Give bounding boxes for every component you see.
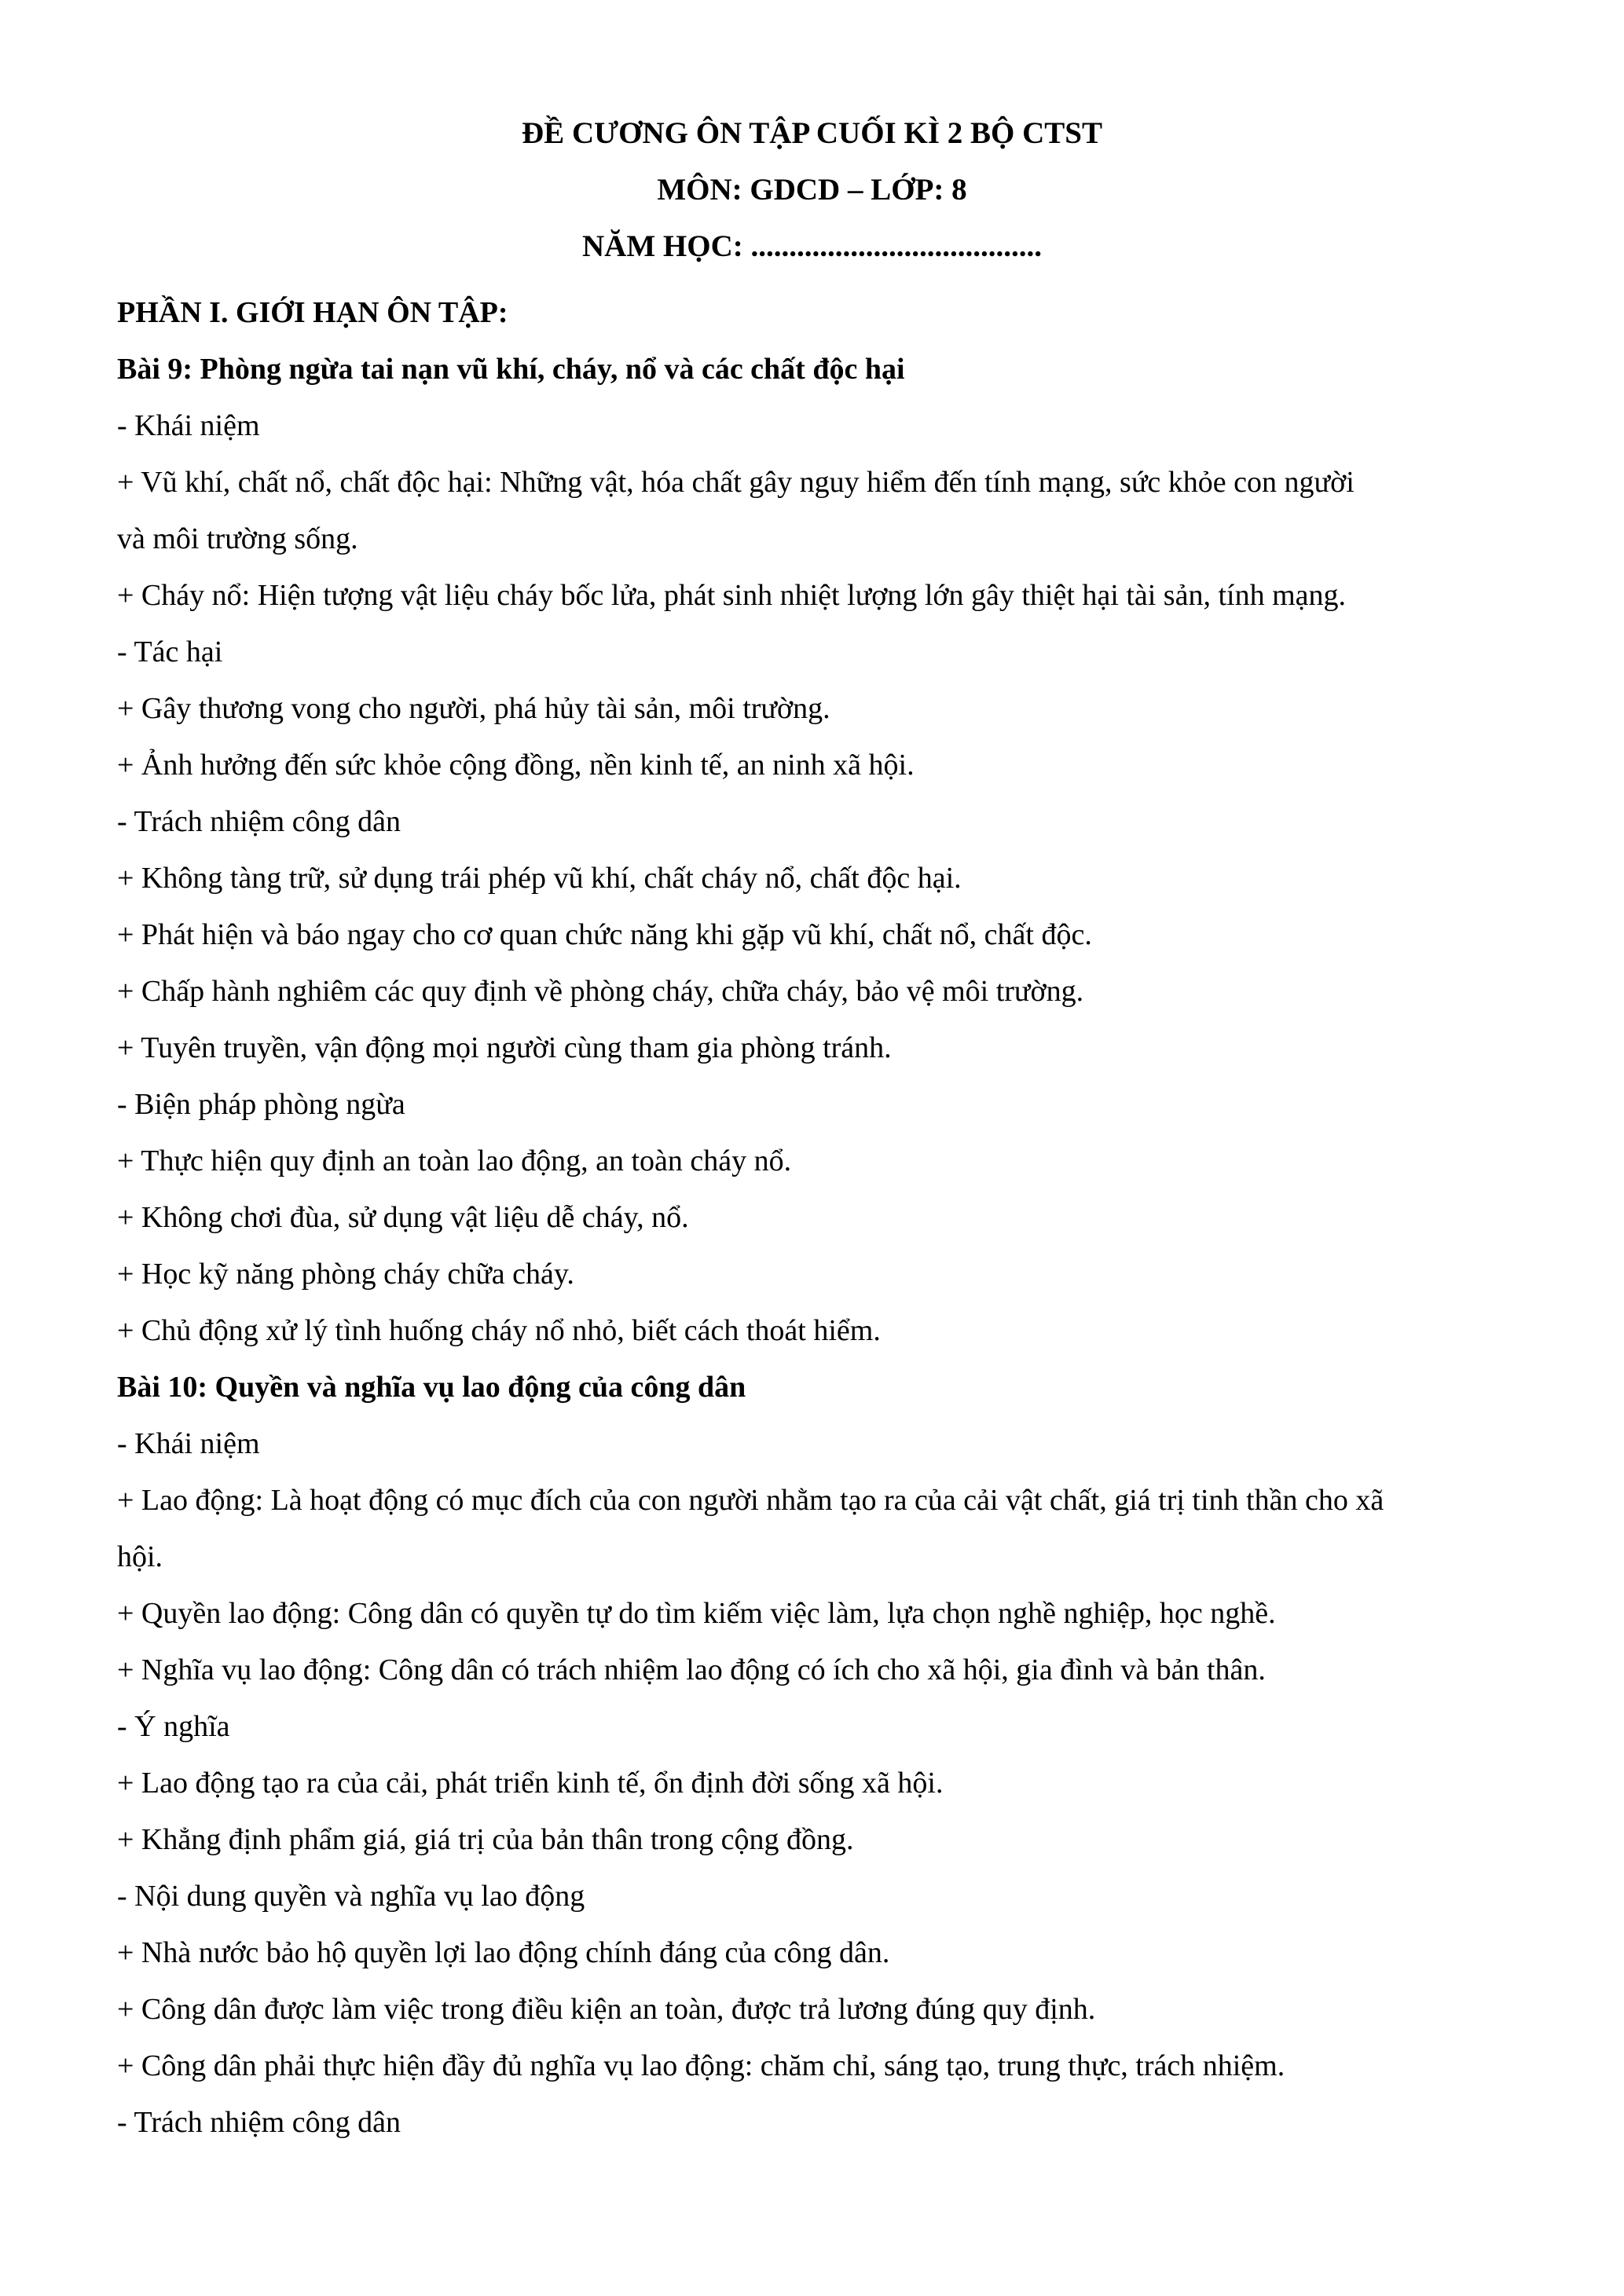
subject-line: MÔN: GDCD – LỚP: 8 — [657, 173, 967, 207]
lesson-10-line: hội. — [117, 1540, 163, 1573]
lesson-10-line: - Khái niệm — [117, 1427, 260, 1460]
lesson-9-line: và môi trường sống. — [117, 522, 358, 555]
lesson-9-heading: Bài 9: Phòng ngừa tai nạn vũ khí, cháy, nổ và các chất độc hại — [117, 353, 905, 386]
lesson-10-line: - Trách nhiệm công dân — [117, 2106, 401, 2139]
lesson-9-line: + Tuyên truyền, vận động mọi người cùng tham gia phòng tránh. — [117, 1031, 892, 1064]
lesson-9-line: + Phát hiện và báo ngay cho cơ quan chức năng khi gặp vũ khí, chất nổ, chất độc. — [117, 918, 1092, 951]
lesson-9-line: + Ảnh hưởng đến sức khỏe cộng đồng, nền kinh tế, an ninh xã hội. — [117, 749, 915, 782]
lesson-9-line: + Không chơi đùa, sử dụng vật liệu dễ cháy, nổ. — [117, 1201, 689, 1234]
lesson-9-line: - Trách nhiệm công dân — [117, 805, 401, 838]
school-year-line: NĂM HỌC: ...................................... — [582, 229, 1042, 263]
lesson-10-line: + Lao động tạo ra của cải, phát triển kinh tế, ổn định đời sống xã hội. — [117, 1767, 944, 1800]
lesson-9-line: + Chủ động xử lý tình huống cháy nổ nhỏ, biết cách thoát hiểm. — [117, 1314, 881, 1347]
lesson-10-line: + Quyền lao động: Công dân có quyền tự do tìm kiếm việc làm, lựa chọn nghề nghiệp, học nghề. — [117, 1597, 1276, 1630]
lesson-10-heading: Bài 10: Quyền và nghĩa vụ lao động của công dân — [117, 1371, 746, 1404]
part-heading: PHẦN I. GIỚI HẠN ÔN TẬP: — [117, 296, 508, 329]
lesson-9-line: - Khái niệm — [117, 409, 260, 442]
lesson-9-line: - Biện pháp phòng ngừa — [117, 1088, 405, 1121]
lesson-9-line: + Thực hiện quy định an toàn lao động, an toàn cháy nổ. — [117, 1144, 792, 1177]
lesson-10-line: - Nội dung quyền và nghĩa vụ lao động — [117, 1880, 585, 1913]
lesson-10-line: + Lao động: Là hoạt động có mục đích của con người nhằm tạo ra của cải vật chất, giá trị tinh thần cho xã — [117, 1484, 1384, 1517]
lesson-9-line: - Tác hại — [117, 635, 223, 668]
lesson-10-line: + Công dân được làm việc trong điều kiện an toàn, được trả lương đúng quy định. — [117, 1993, 1096, 2026]
lesson-9-line: + Chấp hành nghiêm các quy định về phòng cháy, chữa cháy, bảo vệ môi trường. — [117, 975, 1084, 1008]
lesson-9-line: + Cháy nổ: Hiện tượng vật liệu cháy bốc lửa, phát sinh nhiệt lượng lớn gây thiệt hại tài sản, tính mạng. — [117, 579, 1346, 612]
lesson-10-line: + Nghĩa vụ lao động: Công dân có trách nhiệm lao động có ích cho xã hội, gia đình và bản thân. — [117, 1653, 1266, 1686]
lesson-9-line: + Không tàng trữ, sử dụng trái phép vũ khí, chất cháy nổ, chất độc hại. — [117, 862, 962, 895]
lesson-10-line: + Nhà nước bảo hộ quyền lợi lao động chính đáng của công dân. — [117, 1936, 890, 1969]
lesson-10-line: - Ý nghĩa — [117, 1710, 230, 1743]
document-title: ĐỀ CƯƠNG ÔN TẬP CUỐI KÌ 2 BỘ CTST — [522, 116, 1102, 150]
lesson-9-line: + Học kỹ năng phòng cháy chữa cháy. — [117, 1258, 574, 1291]
lesson-9-line: + Gây thương vong cho người, phá hủy tài sản, môi trường. — [117, 692, 830, 725]
document-body — [117, 284, 1523, 2151]
lesson-10-line: + Công dân phải thực hiện đầy đủ nghĩa vụ lao động: chăm chỉ, sáng tạo, trung thực, trách nhiệm. — [117, 2049, 1285, 2082]
lesson-10-line: + Khẳng định phẩm giá, giá trị của bản thân trong cộng đồng. — [117, 1823, 854, 1856]
lesson-9-line: + Vũ khí, chất nổ, chất độc hại: Những vật, hóa chất gây nguy hiểm đến tính mạng, sức khỏe con người — [117, 466, 1355, 499]
